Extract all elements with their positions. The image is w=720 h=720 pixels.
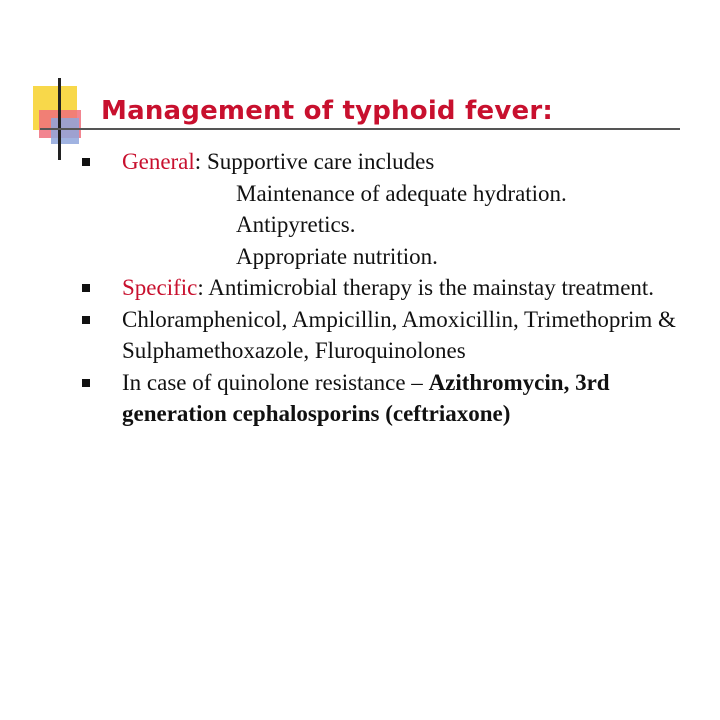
decorative-horizontal-rule	[40, 128, 680, 130]
subitem-hydration: Maintenance of adequate hydration.	[236, 180, 567, 206]
square-bullet-icon	[82, 316, 90, 324]
list-item-drugs	[82, 304, 682, 367]
bullet-list	[82, 146, 682, 430]
list-item-general	[82, 146, 682, 272]
decorative-blue-square	[51, 118, 79, 144]
subitem-nutrition: Appropriate nutrition.	[236, 243, 438, 269]
list-item-resistance	[82, 367, 682, 430]
specific-label: Specific	[122, 275, 198, 300]
specific-text: Antimicrobial therapy is the mainstay treatment.	[203, 275, 655, 300]
slide-title: Management of typhoid fever:	[101, 96, 553, 126]
drugs-text: Chloramphenicol, Ampicillin, Amoxicillin, Trimethoprim & Sulphamethoxazole, Fluroquinolones	[122, 306, 676, 363]
square-bullet-icon	[82, 379, 90, 387]
subitem-antipyretics: Antipyretics.	[236, 212, 356, 237]
resistance-bold-text: Azithromycin, 3rd generation cephalosporins (ceftriaxone)	[122, 369, 610, 426]
list-item-specific	[82, 272, 682, 304]
resistance-text: In case of quinolone resistance –	[122, 369, 429, 395]
general-label: General	[122, 149, 195, 174]
general-text: Supportive care includes	[201, 149, 435, 174]
square-bullet-icon	[82, 158, 90, 166]
square-bullet-icon	[82, 284, 90, 292]
specific-colon: :	[197, 275, 204, 300]
decorative-vertical-rule	[58, 78, 61, 160]
general-colon: :	[194, 149, 202, 174]
